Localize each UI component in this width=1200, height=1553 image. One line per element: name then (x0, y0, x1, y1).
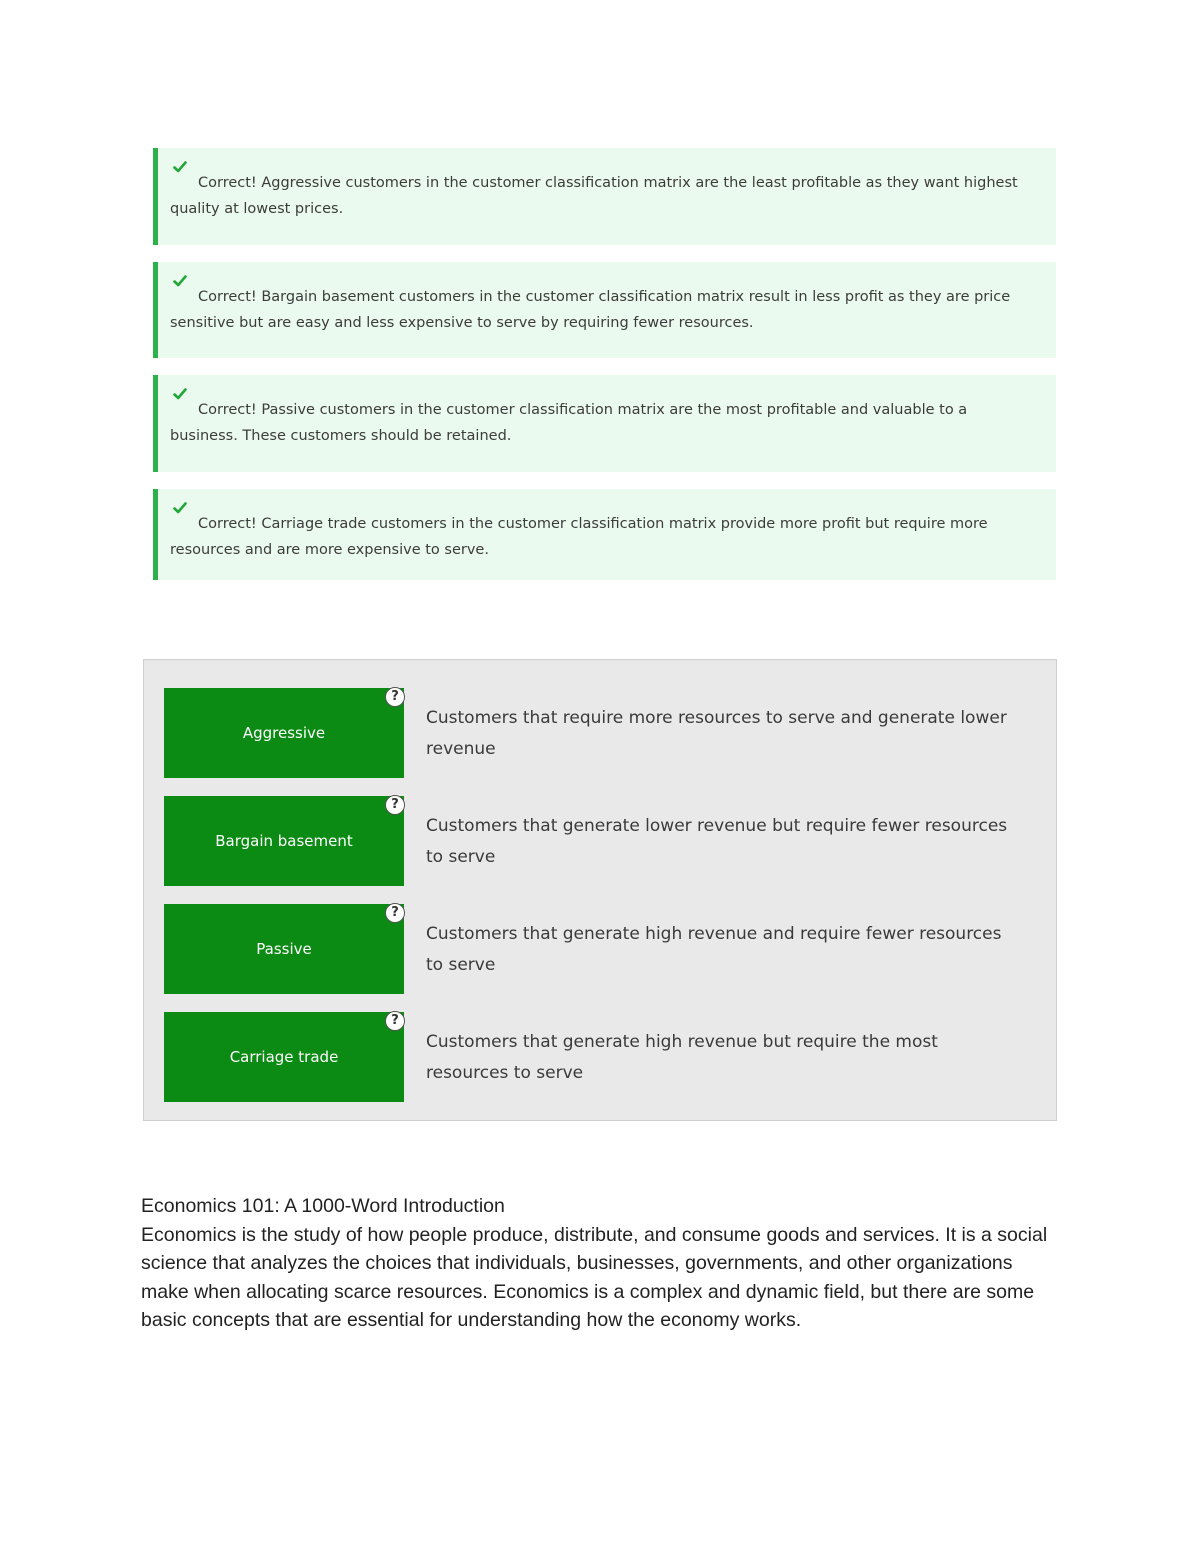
feedback-correct (153, 375, 1056, 472)
term-label: Carriage trade (229, 1048, 339, 1066)
help-icon[interactable]: ? (385, 903, 405, 923)
check-icon (173, 387, 187, 401)
definition-text: Customers that generate high revenue but require the most resources to serve (426, 1032, 938, 1083)
check-icon (173, 501, 187, 515)
feedback-text: Correct! Carriage trade customers in the customer classification matrix provide more profit but require more resources and are more expensive to serve. (170, 516, 988, 558)
feedback-correct (153, 148, 1056, 245)
term-tile-bargain-basement[interactable] (164, 796, 404, 886)
term-tile-carriage-trade[interactable] (164, 1012, 404, 1102)
help-icon[interactable]: ? (385, 795, 405, 815)
definition-text: Customers that generate lower revenue but require fewer resources to serve (426, 816, 1008, 867)
match-row (164, 688, 1034, 778)
article-title: Economics 101: A 1000-Word Introduction (141, 1195, 505, 1217)
check-icon (173, 160, 187, 174)
feedback-correct (153, 262, 1056, 358)
term-label: Passive (256, 940, 312, 958)
check-icon (173, 274, 187, 288)
help-icon[interactable]: ? (385, 1011, 405, 1031)
feedback-text: Correct! Bargain basement customers in the customer classification matrix result in less profit as they are price sensitive but are easy and less expensive to serve by requiring fewer resources. (170, 289, 1011, 331)
feedback-correct (153, 489, 1056, 580)
definition-text: Customers that require more resources to serve and generate lower revenue (426, 708, 1007, 759)
definition-text: Customers that generate high revenue and require fewer resources to serve (426, 924, 1002, 975)
term-label: Aggressive (242, 724, 326, 742)
term-tile-aggressive[interactable] (164, 688, 404, 778)
term-label: Bargain basement (215, 832, 353, 850)
matching-panel (143, 659, 1057, 1121)
feedback-text: Correct! Passive customers in the customer classification matrix are the most profitable and valuable to a business. These customers should be retained. (170, 402, 968, 444)
feedback-list (153, 148, 1056, 597)
article (141, 1192, 1061, 1335)
help-icon[interactable]: ? (385, 687, 405, 707)
match-row (164, 904, 1034, 994)
match-row (164, 796, 1034, 886)
feedback-text: Correct! Aggressive customers in the customer classification matrix are the least profitable as they want highest quality at lowest prices. (170, 175, 1018, 217)
term-tile-passive[interactable] (164, 904, 404, 994)
match-row (164, 1012, 1034, 1102)
article-body: Economics is the study of how people produce, distribute, and consume goods and services. It is a social science that analyzes the choices that individuals, businesses, governments, and other organizations make when allocating scarce resources. Economics is a complex and dynamic field, but there are some basic concepts that are essential for understanding how the economy works. (141, 1223, 1048, 1331)
